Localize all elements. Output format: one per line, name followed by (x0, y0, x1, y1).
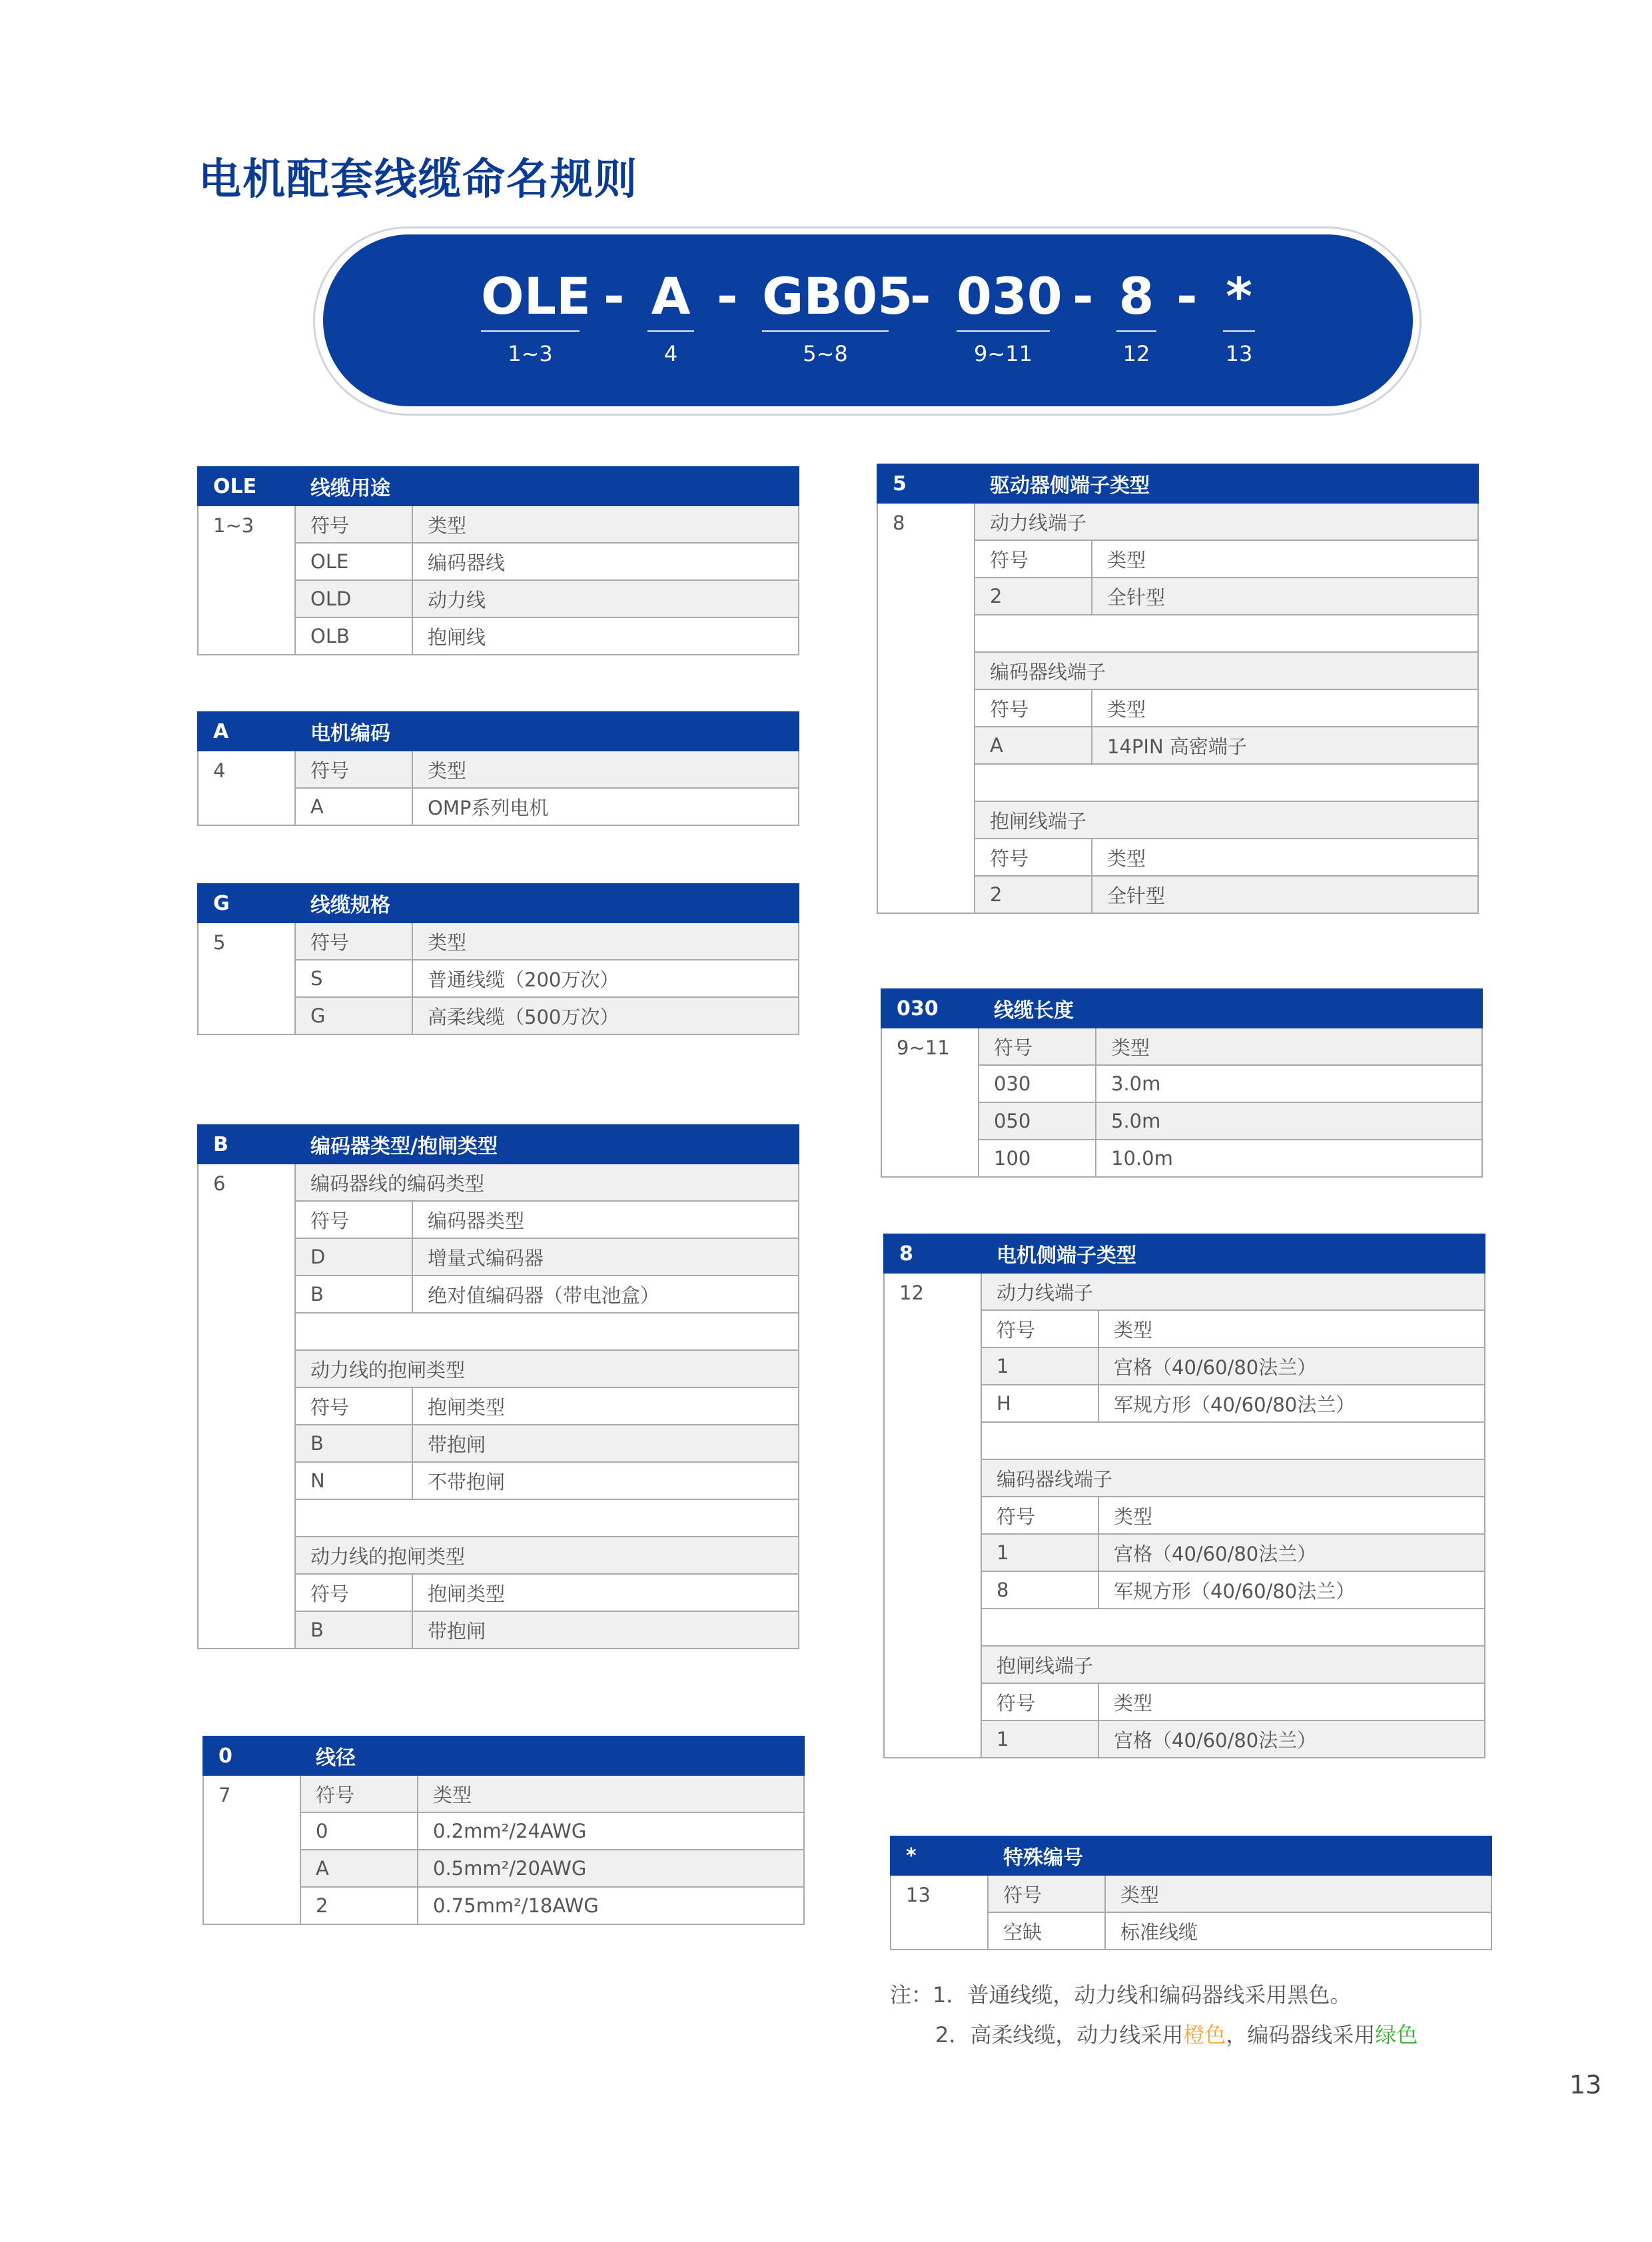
segment-position: 4 (663, 341, 678, 366)
type-cell: 带抱闸 (412, 1425, 799, 1462)
type-cell: 3.0m (1096, 1065, 1482, 1102)
group-label: 抱闸线端子 (981, 1646, 1485, 1683)
group-label: 编码器线端子 (981, 1459, 1485, 1497)
group-label: 动力线端子 (975, 503, 1478, 540)
type-cell: 14PIN 高密端子 (1092, 727, 1478, 764)
column-header: 符号 (295, 1574, 412, 1611)
symbol-cell: S (295, 960, 412, 997)
code-segment-3 (762, 266, 913, 366)
symbol-cell: 030 (979, 1065, 1096, 1102)
segment-code: OLE (481, 266, 580, 332)
column-header: 类型 (418, 1775, 804, 1812)
symbol-cell: 050 (979, 1102, 1096, 1140)
column-header: 符号 (975, 689, 1092, 727)
symbol-cell: 2 (975, 577, 1092, 615)
type-cell: 宫格（40/60/80法兰） (1098, 1534, 1485, 1571)
symbol-cell: 100 (979, 1140, 1096, 1177)
symbol-cell: 1 (981, 1347, 1098, 1385)
spacer-cell (295, 1499, 799, 1537)
type-cell: 宫格（40/60/80法兰） (1098, 1347, 1485, 1385)
symbol-cell: 1 (981, 1720, 1098, 1758)
type-cell: 宫格（40/60/80法兰） (1098, 1720, 1485, 1758)
type-cell: 动力线 (412, 580, 799, 617)
column-header: 抱闸类型 (412, 1574, 799, 1611)
segment-code: 030 (957, 266, 1050, 332)
type-cell: 标准线缆 (1105, 1912, 1491, 1950)
table-driver-terminal-type (877, 464, 1479, 914)
code-segment-1 (481, 266, 591, 366)
type-cell: 0.5mm²/20AWG (418, 1850, 804, 1887)
type-cell: 军规方形（40/60/80法兰） (1098, 1571, 1485, 1609)
column-header: 符号 (295, 751, 412, 788)
column-header: 符号 (988, 1875, 1105, 1912)
table-key: * (891, 1836, 988, 1875)
table-index: 13 (891, 1875, 988, 1950)
symbol-cell: OLD (295, 580, 412, 617)
table-motor-code (197, 711, 799, 826)
table-header-row (884, 1234, 1485, 1273)
table-key: 0 (203, 1736, 300, 1775)
spacer-cell (975, 764, 1478, 801)
table-wire-gauge (203, 1736, 805, 1925)
column-header: 类型 (1098, 1683, 1485, 1720)
page-number: 13 (1569, 2070, 1602, 2099)
symbol-cell: N (295, 1462, 412, 1499)
spacer-cell (295, 1313, 799, 1350)
symbol-cell: 0 (300, 1812, 418, 1850)
table-row (891, 1875, 1491, 1912)
symbol-cell: B (295, 1276, 412, 1313)
symbol-cell: OLB (295, 617, 412, 655)
symbol-cell: OLE (295, 543, 412, 580)
table-cable-length (881, 988, 1483, 1178)
table-index: 4 (198, 751, 295, 825)
segment-position: 1~3 (508, 341, 553, 366)
table-title: 电机编码 (295, 712, 799, 751)
group-label: 抱闸线端子 (975, 801, 1478, 839)
column-header: 符号 (295, 506, 412, 543)
table-title: 线径 (300, 1736, 804, 1775)
note-orange-text: 橙色 (1183, 2022, 1226, 2048)
column-header: 符号 (981, 1310, 1098, 1347)
code-dash: - (1072, 266, 1094, 326)
column-header: 符号 (981, 1497, 1098, 1534)
table-title: 线缆用途 (295, 467, 799, 506)
table-row (198, 923, 799, 960)
table-key: 8 (884, 1234, 981, 1273)
table-title: 编码器类型/抱闸类型 (295, 1125, 799, 1164)
table-key: A (198, 712, 295, 751)
note-line-1: 注：1．普通线缆，动力线和编码器线采用黑色。 (890, 1982, 1352, 2008)
code-segment-5 (1116, 266, 1156, 366)
page-title: 电机配套线缆命名规则 (199, 155, 638, 204)
type-cell: 不带抱闸 (412, 1462, 799, 1499)
spacer-cell (981, 1609, 1485, 1646)
segment-code: * (1223, 266, 1255, 332)
group-label: 编码器线的编码类型 (295, 1164, 799, 1201)
type-cell: 全针型 (1092, 577, 1478, 615)
segment-position: 9~11 (974, 341, 1032, 366)
symbol-cell: H (981, 1385, 1098, 1422)
segment-position: 12 (1122, 341, 1150, 366)
type-cell: 编码器线 (412, 543, 799, 580)
segment-code: GB05 (762, 266, 889, 332)
table-key: G (198, 884, 295, 923)
type-cell: 军规方形（40/60/80法兰） (1098, 1385, 1485, 1422)
type-cell: 0.75mm²/18AWG (418, 1887, 804, 1924)
group-label: 动力线的抱闸类型 (295, 1537, 799, 1574)
table-encoder-brake-type (197, 1124, 799, 1649)
note-green-text: 绿色 (1375, 2022, 1418, 2048)
column-header: 类型 (1096, 1028, 1482, 1065)
column-header: 符号 (981, 1683, 1098, 1720)
symbol-cell: 2 (300, 1887, 418, 1924)
segment-position: 13 (1225, 341, 1253, 366)
table-row (198, 506, 799, 543)
column-header: 类型 (1092, 839, 1478, 876)
table-row (198, 1164, 799, 1201)
type-cell: 普通线缆（200万次） (412, 960, 799, 997)
column-header: 类型 (1092, 540, 1478, 577)
type-cell: 10.0m (1096, 1140, 1482, 1177)
table-header-row (198, 884, 799, 923)
column-header: 类型 (1098, 1310, 1485, 1347)
table-header-row (203, 1736, 804, 1775)
table-title: 特殊编号 (988, 1836, 1491, 1875)
type-cell: 抱闸线 (412, 617, 799, 655)
table-header-row (198, 467, 799, 506)
table-title: 驱动器侧端子类型 (975, 464, 1478, 503)
column-header: 类型 (1105, 1875, 1491, 1912)
table-key: B (198, 1125, 295, 1164)
table-header-row (877, 464, 1478, 503)
type-cell: OMP系列电机 (412, 788, 799, 825)
code-segment-4 (957, 266, 1062, 366)
column-header: 类型 (1092, 689, 1478, 727)
table-special-number (890, 1836, 1492, 1950)
symbol-cell: 2 (975, 876, 1092, 913)
group-label: 动力线端子 (981, 1273, 1485, 1310)
type-cell: 5.0m (1096, 1102, 1482, 1140)
table-index: 8 (877, 503, 975, 913)
table-index: 7 (203, 1775, 300, 1924)
table-row (198, 751, 799, 788)
table-index: 5 (198, 923, 295, 1034)
table-index: 6 (198, 1164, 295, 1649)
segment-code: A (647, 266, 694, 332)
table-title: 电机侧端子类型 (981, 1234, 1485, 1273)
type-cell: 高柔线缆（500万次） (412, 997, 799, 1034)
symbol-cell: A (300, 1850, 418, 1887)
column-header: 类型 (412, 506, 799, 543)
note-text: ，编码器线采用 (1226, 2022, 1376, 2048)
spacer-cell (981, 1422, 1485, 1459)
type-cell: 带抱闸 (412, 1611, 799, 1649)
column-header: 类型 (1098, 1497, 1485, 1534)
table-title: 线缆长度 (979, 989, 1482, 1028)
column-header: 符号 (975, 540, 1092, 577)
symbol-cell: D (295, 1238, 412, 1276)
table-key: 030 (881, 989, 979, 1028)
symbol-cell: B (295, 1425, 412, 1462)
symbol-cell: G (295, 997, 412, 1034)
type-cell: 绝对值编码器（带电池盒） (412, 1276, 799, 1313)
table-row (884, 1273, 1485, 1310)
symbol-cell: 空缺 (988, 1912, 1105, 1950)
table-row (203, 1775, 804, 1812)
column-header: 类型 (412, 923, 799, 960)
table-cable-usage (197, 466, 799, 655)
table-index: 9~11 (881, 1028, 979, 1177)
table-title: 线缆规格 (295, 884, 799, 923)
column-header: 符号 (295, 923, 412, 960)
type-cell: 全针型 (1092, 876, 1478, 913)
code-dash: - (717, 266, 738, 326)
code-dash: - (1176, 266, 1198, 326)
column-header: 符号 (295, 1201, 412, 1238)
segment-code: 8 (1116, 266, 1156, 332)
column-header: 符号 (975, 839, 1092, 876)
spacer-cell (975, 615, 1478, 652)
symbol-cell: 8 (981, 1571, 1098, 1609)
group-label: 编码器线端子 (975, 652, 1478, 689)
code-dash: - (604, 266, 625, 326)
type-cell: 增量式编码器 (412, 1238, 799, 1276)
table-header-row (881, 989, 1482, 1028)
note-text: 2．高柔线缆，动力线采用 (935, 2022, 1184, 2048)
code-dash: - (910, 266, 931, 326)
code-segment-2 (647, 266, 694, 366)
table-row (877, 503, 1478, 540)
table-index: 12 (884, 1273, 981, 1758)
table-row (881, 1028, 1482, 1065)
type-cell: 0.2mm²/24AWG (418, 1812, 804, 1850)
table-key: 5 (877, 464, 975, 503)
table-header-row (891, 1836, 1491, 1875)
table-header-row (198, 712, 799, 751)
code-segment-6 (1223, 266, 1255, 366)
group-label: 动力线的抱闸类型 (295, 1350, 799, 1387)
symbol-cell: 1 (981, 1534, 1098, 1571)
column-header: 类型 (412, 751, 799, 788)
column-header: 抱闸类型 (412, 1387, 799, 1425)
table-key: OLE (198, 467, 295, 506)
note-line-2 (935, 2018, 1418, 2049)
symbol-cell: A (975, 727, 1092, 764)
column-header: 符号 (295, 1387, 412, 1425)
symbol-cell: B (295, 1611, 412, 1649)
table-index: 1~3 (198, 506, 295, 655)
symbol-cell: A (295, 788, 412, 825)
table-cable-spec (197, 883, 799, 1035)
segment-position: 5~8 (803, 341, 848, 366)
table-motor-terminal-type (883, 1234, 1485, 1758)
column-header: 编码器类型 (412, 1201, 799, 1238)
column-header: 符号 (300, 1775, 418, 1812)
column-header: 符号 (979, 1028, 1096, 1065)
table-header-row (198, 1125, 799, 1164)
